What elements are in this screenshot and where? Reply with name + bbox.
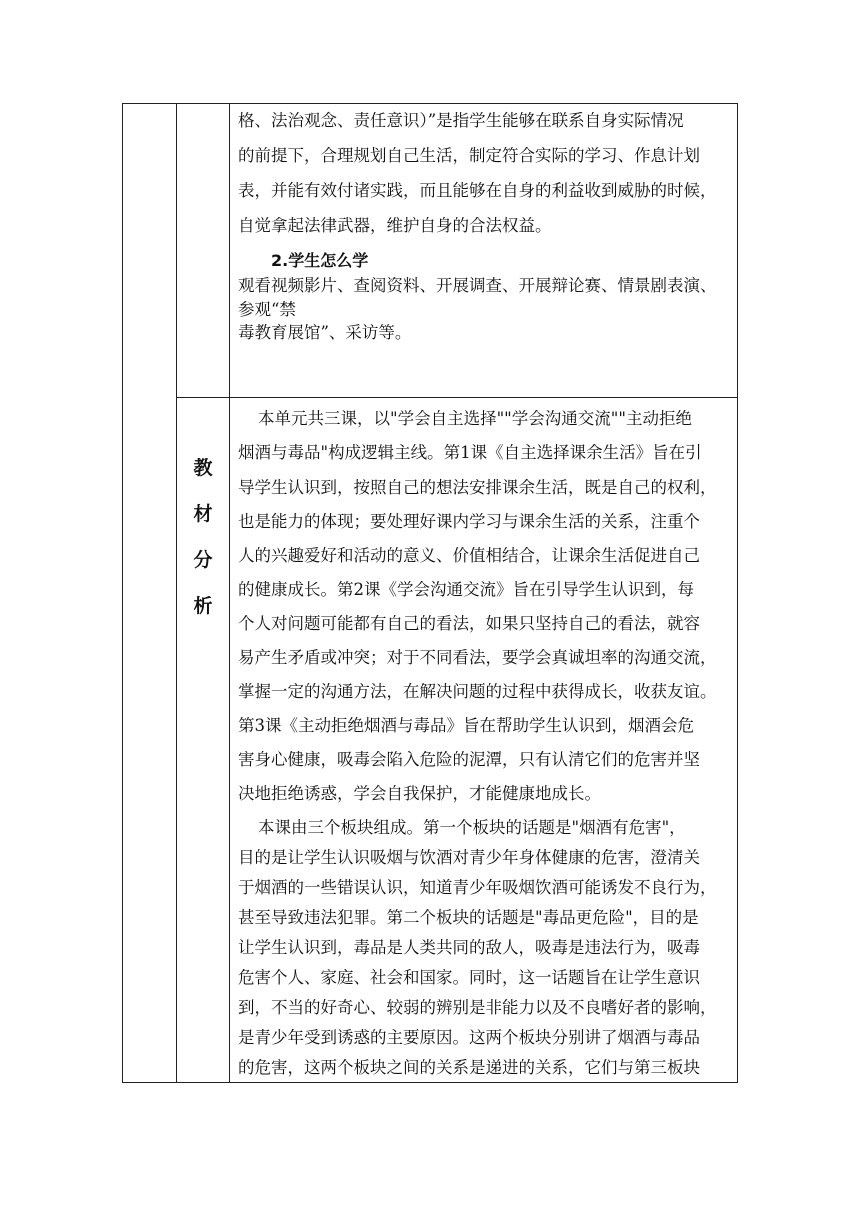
analysis-line: 到，不当的好奇心、较弱的辨别是非能力以及不良嗜好者的影响， <box>238 998 717 1017</box>
side-label-char: 析 <box>193 595 213 617</box>
section-heading: 2.学生怎么学 <box>271 251 369 270</box>
analysis-line: 人的兴趣爱好和活动的意义、价值相结合，让课余生活促进自己 <box>238 546 700 565</box>
method-line: 毒教育展馆”、采访等。 <box>238 323 412 342</box>
method-line: 参观“禁 <box>238 300 296 319</box>
analysis-line: 第3课《主动拒绝烟酒与毒品》旨在帮助学生认识到，烟酒会危 <box>238 716 694 735</box>
top-paragraph-line: 的前提下，合理规划自己生活，制定符合实际的学习、作息计划 <box>238 146 700 165</box>
analysis-line: 目的是让学生认识吸烟与饮酒对青少年身体健康的危害，澄清关 <box>238 848 700 867</box>
analysis-line: 于烟酒的一些错误认识，知道青少年吸烟饮酒可能诱发不良行为， <box>238 878 717 897</box>
method-line: 观看视频影片、查阅资料、开展调查、开展辩论赛、情景剧表演、 <box>238 276 717 295</box>
table-left-border <box>122 103 123 1083</box>
analysis-line: 让学生认识到，毒品是人类共同的敌人，吸毒是违法行为，吸毒 <box>238 938 700 957</box>
analysis-line: 掌握一定的沟通方法，在解决问题的过程中获得成长，收获友谊。 <box>238 682 717 701</box>
analysis-line: 导学生认识到，按照自己的想法安排课余生活，既是自己的权利， <box>238 478 717 497</box>
side-label-char: 分 <box>193 549 213 571</box>
analysis-line: 的健康成长。第2课《学会沟通交流》旨在引导学生认识到，每 <box>238 580 694 599</box>
table-column-divider-1 <box>176 103 177 1083</box>
analysis-line: 烟酒与毒品"构成逻辑主线。第1课《自主选择课余生活》旨在引 <box>238 443 702 462</box>
analysis-line: 也是能力的体现；要处理好课内学习与课余生活的关系，注重个 <box>238 512 700 531</box>
analysis-line: 本单元共三课，以"学会自主选择""学会沟通交流""主动拒绝 <box>258 409 692 428</box>
analysis-line: 易产生矛盾或冲突；对于不同看法，要学会真诚坦率的沟通交流， <box>238 648 717 667</box>
table-row-divider <box>176 397 738 398</box>
top-paragraph-line: 自觉拿起法律武器，维护自身的合法权益。 <box>238 216 552 235</box>
analysis-line: 的危害，这两个板块之间的关系是递进的关系，它们与第三板块 <box>238 1058 700 1077</box>
top-paragraph-line: 格、法治观念、责任意识）”是指学生能够在联系自身实际情况 <box>238 111 684 130</box>
analysis-line: 是青少年受到诱惑的主要原因。这两个板块分别讲了烟酒与毒品 <box>238 1028 700 1047</box>
analysis-line: 危害个人、家庭、社会和国家。同时，这一话题旨在让学生意识 <box>238 968 700 987</box>
analysis-line: 个人对问题可能都有自己的看法，如果只坚持自己的看法，就容 <box>238 614 700 633</box>
analysis-line: 害身心健康，吸毒会陷入危险的泥潭，只有认清它们的危害并坚 <box>238 750 700 769</box>
top-paragraph-line: 表，并能有效付诸实践，而且能够在自身的利益收到威胁的时候， <box>238 181 717 200</box>
table-column-divider-2 <box>229 103 230 1083</box>
analysis-line: 决地拒绝诱惑，学会自我保护，才能健康地成长。 <box>238 784 601 803</box>
side-label-char: 教 <box>193 457 213 479</box>
analysis-line: 本课由三个板块组成。第一个板块的话题是"烟酒有危害"， <box>258 818 686 837</box>
analysis-line: 甚至导致违法犯罪。第二个板块的话题是"毒品更危险"，目的是 <box>238 908 699 927</box>
side-label-char: 材 <box>193 503 213 525</box>
table-right-border <box>737 103 738 1083</box>
table-top-border <box>122 103 738 104</box>
table-bottom-border <box>122 1082 738 1083</box>
